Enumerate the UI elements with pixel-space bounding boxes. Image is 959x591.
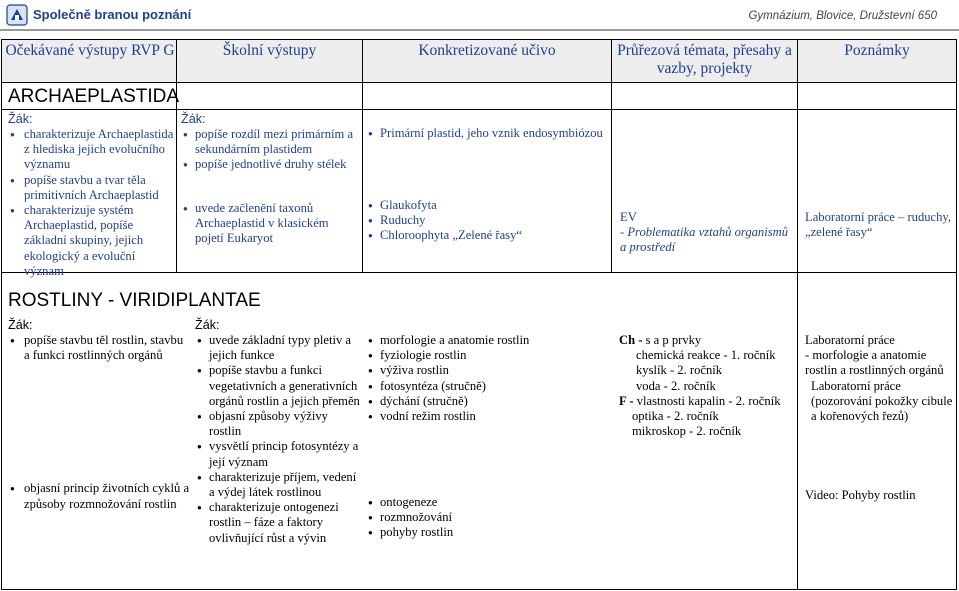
sec1-content-item: ● Glaukofyta [366,198,608,213]
sec2-school-intro: Žák: [195,318,220,332]
sec2-themes-ch-head: s a p prvky [645,333,702,347]
sec2-content-item: ● vodní režim rostlin [366,409,606,424]
sec2-outcomes [8,318,190,512]
section-title-rostliny: ROSTLINY - VIRIDIPLANTAE [8,290,261,311]
sec2-content-item: ● výživa rostlin [366,363,606,378]
header-bottom-rule [2,82,956,83]
sec2-notes-lab-line1: - morfologie a anatomie rostlin a rostlinných orgánů [805,348,944,378]
col-head-content: Konkretizované učivo [418,42,556,59]
section-title-archaeplastida: ARCHAEPLASTIDA [8,86,180,107]
section1-title-rule [2,109,956,110]
col-rule-4 [797,40,798,590]
sec1-content-item: ● Primární plastid, jeho vznik endosymbiózou [366,126,608,141]
sec2-themes-f-line: mikroskop - 2. ročník [632,424,742,439]
col-head-rvp: Očekávané výstupy RVP G [5,42,175,59]
sec1-notes: Laboratorní práce – ruduchy, „zelené řasy“ [805,210,952,240]
sec1-school-item: ● popíše rozdíl mezi primárním a sekundárním plastidem [181,127,359,157]
sec2-school-item: ● objasní způsoby výživy rostlin [195,409,360,439]
sec2-school-item: ● charakterizuje příjem, vedení a výdej látek rostlinou [195,470,360,500]
sec2-content-item: ● fotosyntéza (stručně) [366,379,606,394]
sec1-school-item: ● popíše jednotlivé druhy stélek [181,157,359,172]
sec2-content-item: ● morfologie a anatomie rostlin [366,333,606,348]
sec1-content [366,126,608,141]
sec1-content-item: ● Chloroophyta „Zelené řasy“ [366,228,608,243]
sec2-content [366,333,606,424]
sec2-themes-ch-label: Ch - [619,333,643,347]
sec2-notes-video: Video: Pohyby rostlin [805,488,916,502]
school-name: Společně branou poznání [33,7,192,22]
sec1-school-intro: Žák: [181,112,206,126]
sec1-themes-text: - Problematika vztahů organismů a prostředí [620,225,789,255]
sec2-school [195,318,360,546]
sec2-content-item: ● ontogeneze [366,495,606,510]
col-head-notes: Poznámky [844,42,910,59]
sec1-outcomes [8,112,174,279]
sec2-content-item: ● fyziologie rostlin [366,348,606,363]
sec2-outcome-item: ● popíše stavbu těl rostlin, stavbu a funkci rostlinných orgánů [8,333,190,363]
sec2-themes-ch-line: kyslík - 2. ročník [636,363,723,378]
sec2-notes-lab-title: Laboratorní práce [805,333,895,347]
sec1-school [181,112,359,246]
sec2-themes-f-line: optika - 2. ročník [632,409,719,424]
sec1-school-item: ● uvede začlenění taxonů Archaeplastid v klasickém pojetí Eukaryot [181,201,359,247]
sec2-school-item: ● popíše stavbu a funkci vegetativních a generativních orgánů rostlin a jejich přeměn [195,363,360,409]
school-address: Gymnázium, Blovice, Družstevní 650 [748,10,937,22]
sec2-themes [619,333,795,439]
sec2-content-item: ● pohyby rostlin [366,525,606,540]
sec2-notes-lab-title2: Laboratorní práce [811,378,901,393]
sec1-outcome-item: ● charakterizuje Archaeplastida z hlediska jejich evolučního významu [8,127,174,173]
sec2-themes-f-label: F - [619,393,634,408]
sec2-content-list2 [366,495,606,541]
sec2-school-item: ● charakterizuje ontogenezi rostlin – fáze a faktory ovlivňující růst a vývin [195,500,360,546]
col-rule-2 [362,40,363,272]
sec2-outcomes-intro: Žák: [8,318,33,332]
sec2-content-item: ● dýchání (stručně) [366,394,606,409]
col-head-themes: Průřezová témata, přesahy a vazby, projekty [617,42,792,77]
sec2-school-item: ● uvede základní typy pletiv a jejich funkce [195,333,360,363]
sec2-themes-ch-line: chemická reakce - 1. ročník [636,348,776,363]
sec1-themes-code: EV [620,210,637,224]
school-logo-icon [6,4,28,26]
sec2-school-item: ● vysvětlí princip fotosyntézy a její význam [195,439,360,469]
sec2-content-item: ● rozmnožování [366,510,606,525]
sec1-content-item: ● Ruduchy [366,213,608,228]
col-rule-1-sec1 [176,110,177,272]
sec2-outcome-item: ● objasní princip životních cyklů a způsoby rozmnožování rostlin [8,481,190,511]
sec1-outcome-item: ● charakterizuje systém Archaeplastid, popíše základní skupiny, jejich ekologický a evoluční význam [8,203,174,279]
col-head-school: Školní výstupy [222,42,317,59]
header-divider [0,29,959,31]
sec1-outcome-item: ● popíše stavbu a tvar těla primitivních Archaeplastid [8,173,174,203]
sec2-notes [805,333,955,424]
sec1-content-list [366,198,608,244]
sec2-themes-ch-line: voda - 2. ročník [636,378,716,393]
sec2-notes-lab-line2: (pozorování pokožky cibule a kořenových řezů) [811,393,953,424]
sec2-themes-f-head: vlastnosti kapalin - 2. ročník [636,393,781,408]
sec1-outcomes-intro: Žák: [8,112,33,126]
sec1-themes [620,210,795,256]
